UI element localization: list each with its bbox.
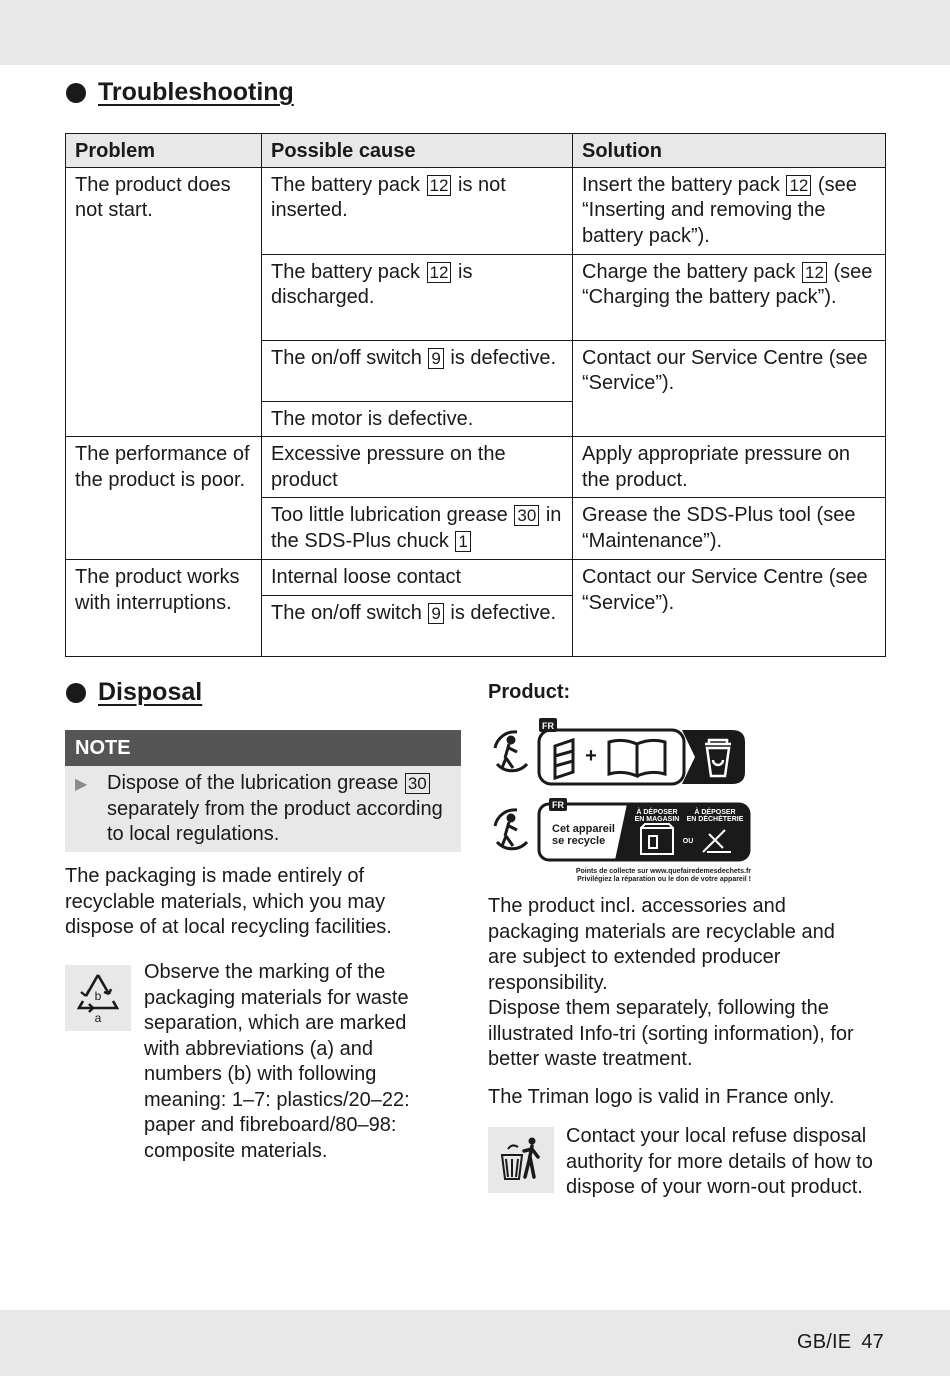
svg-text:À DÉPOSER: À DÉPOSER [636, 809, 678, 816]
solution-cell: Insert the battery pack 12 (see “Inserting and removing the battery pack”). [573, 167, 886, 254]
troubleshooting-table [65, 133, 886, 657]
packaging-paragraph: The packaging is made entirely of recyclable materials, which you may dispose of at local recycling facilities. [65, 865, 392, 938]
reference-number: 9 [428, 603, 443, 624]
note-label: NOTE [65, 730, 461, 766]
heading-text: Disposal [98, 678, 203, 706]
reference-number: 30 [514, 505, 539, 526]
table-row [66, 437, 886, 498]
reference-number: 12 [786, 175, 811, 196]
language-code: GB/IE [796, 1331, 852, 1353]
svg-text:FR: FR [552, 800, 564, 810]
cause-cell: The motor is defective. [262, 401, 573, 437]
triman-info-tri-logo [487, 718, 749, 788]
reference-number: 12 [427, 262, 452, 283]
cause-cell: Excessive pressure on the product [262, 437, 573, 498]
reference-number: 30 [405, 773, 430, 794]
svg-text:Privilégiez la réparation ou l: Privilégiez la réparation ou le don de votre appareil ! [577, 876, 751, 883]
cause-cell: The battery pack 12 is discharged. [262, 254, 573, 340]
bullet-icon [66, 83, 86, 103]
table-row [66, 560, 886, 596]
cause-cell: The battery pack 12 is not inserted. [262, 167, 573, 254]
reference-number: 1 [455, 531, 470, 552]
cause-cell: Internal loose contact [262, 560, 573, 596]
disposal-heading [66, 680, 202, 706]
page-footer [797, 1330, 884, 1356]
crossed-bin-person-icon [488, 1127, 554, 1193]
column-header: Problem [66, 134, 262, 168]
reference-number: 12 [802, 262, 827, 283]
column-header: Solution [573, 134, 886, 168]
solution-cell: Contact our Service Centre (see “Service”). [573, 560, 886, 657]
product-label: Product: [488, 681, 571, 703]
separate-paragraph: Dispose them separately, following the illustrated Info-tri (sorting information), for better waste treatment. [488, 997, 854, 1070]
solution-cell: Contact our Service Centre (see “Service”). [573, 340, 886, 437]
cause-cell: The on/off switch 9 is defective. [262, 595, 573, 656]
cause-cell: Too little lubrication grease 30 in the SDS-Plus chuck 1 [262, 498, 573, 560]
svg-text:FR: FR [542, 721, 554, 731]
svg-text:OU: OU [682, 838, 694, 845]
triman-person-icon [495, 810, 527, 849]
note-body [65, 766, 461, 852]
note-box [65, 730, 461, 852]
cause-cell: The on/off switch 9 is defective. [262, 340, 573, 401]
triman-person-icon [495, 732, 527, 771]
top-band [0, 0, 950, 65]
triangle-bullet-icon: ▶ [75, 776, 88, 793]
svg-text:a: a [94, 1011, 102, 1025]
problem-cell: The product does not start. [66, 167, 262, 437]
note-text: Dispose of the lubrication grease 30 separately from the product according to local regulations. [107, 772, 443, 845]
solution-cell: Grease the SDS-Plus tool (see “Maintenance”). [573, 498, 886, 560]
troubleshooting-heading [66, 80, 294, 106]
solution-cell: Apply appropriate pressure on the product. [573, 437, 886, 498]
svg-text:Cet appareil: Cet appareil [552, 823, 615, 835]
svg-text:se recycle: se recycle [552, 835, 606, 847]
marking-paragraph: Observe the marking of the packaging materials for waste separation, which are marked with abbreviations (a) and numbers (b) with following meaning: 1–7: plastics/20–22: paper and fibreboard/80–98: composite materials. [144, 961, 410, 1162]
svg-text:b: b [94, 989, 102, 1003]
page-number: 47 [861, 1331, 884, 1353]
reference-number: 12 [427, 175, 452, 196]
svg-text:EN MAGASIN: EN MAGASIN [634, 816, 680, 823]
recycling-triangle-icon [65, 965, 131, 1031]
contact-paragraph: Contact your local refuse disposal authority for more details of how to dispose of your worn-out product. [566, 1125, 873, 1198]
table-row [66, 167, 886, 254]
svg-text:+: + [585, 745, 597, 767]
svg-text:EN DÉCHÈTERIE: EN DÉCHÈTERIE [686, 816, 744, 823]
problem-cell: The performance of the product is poor. [66, 437, 262, 560]
svg-text:À DÉPOSER: À DÉPOSER [694, 809, 736, 816]
heading-text: Troubleshooting [98, 78, 294, 106]
bullet-icon [66, 683, 86, 703]
column-header: Possible cause [262, 134, 573, 168]
table-header-row [66, 134, 886, 168]
triman-valid-paragraph: The Triman logo is valid in France only. [488, 1086, 835, 1108]
triman-device-logo [487, 796, 753, 886]
recyclable-paragraph: The product incl. accessories and packaging materials are recyclable and are subject to extended producer responsibility. [488, 895, 835, 994]
solution-cell: Charge the battery pack 12 (see “Charging the battery pack”). [573, 254, 886, 340]
reference-number: 9 [428, 348, 443, 369]
svg-text:Points de collecte sur www.que: Points de collecte sur www.quefairedemesdechets.fr [575, 868, 751, 875]
problem-cell: The product works with interruptions. [66, 560, 262, 657]
